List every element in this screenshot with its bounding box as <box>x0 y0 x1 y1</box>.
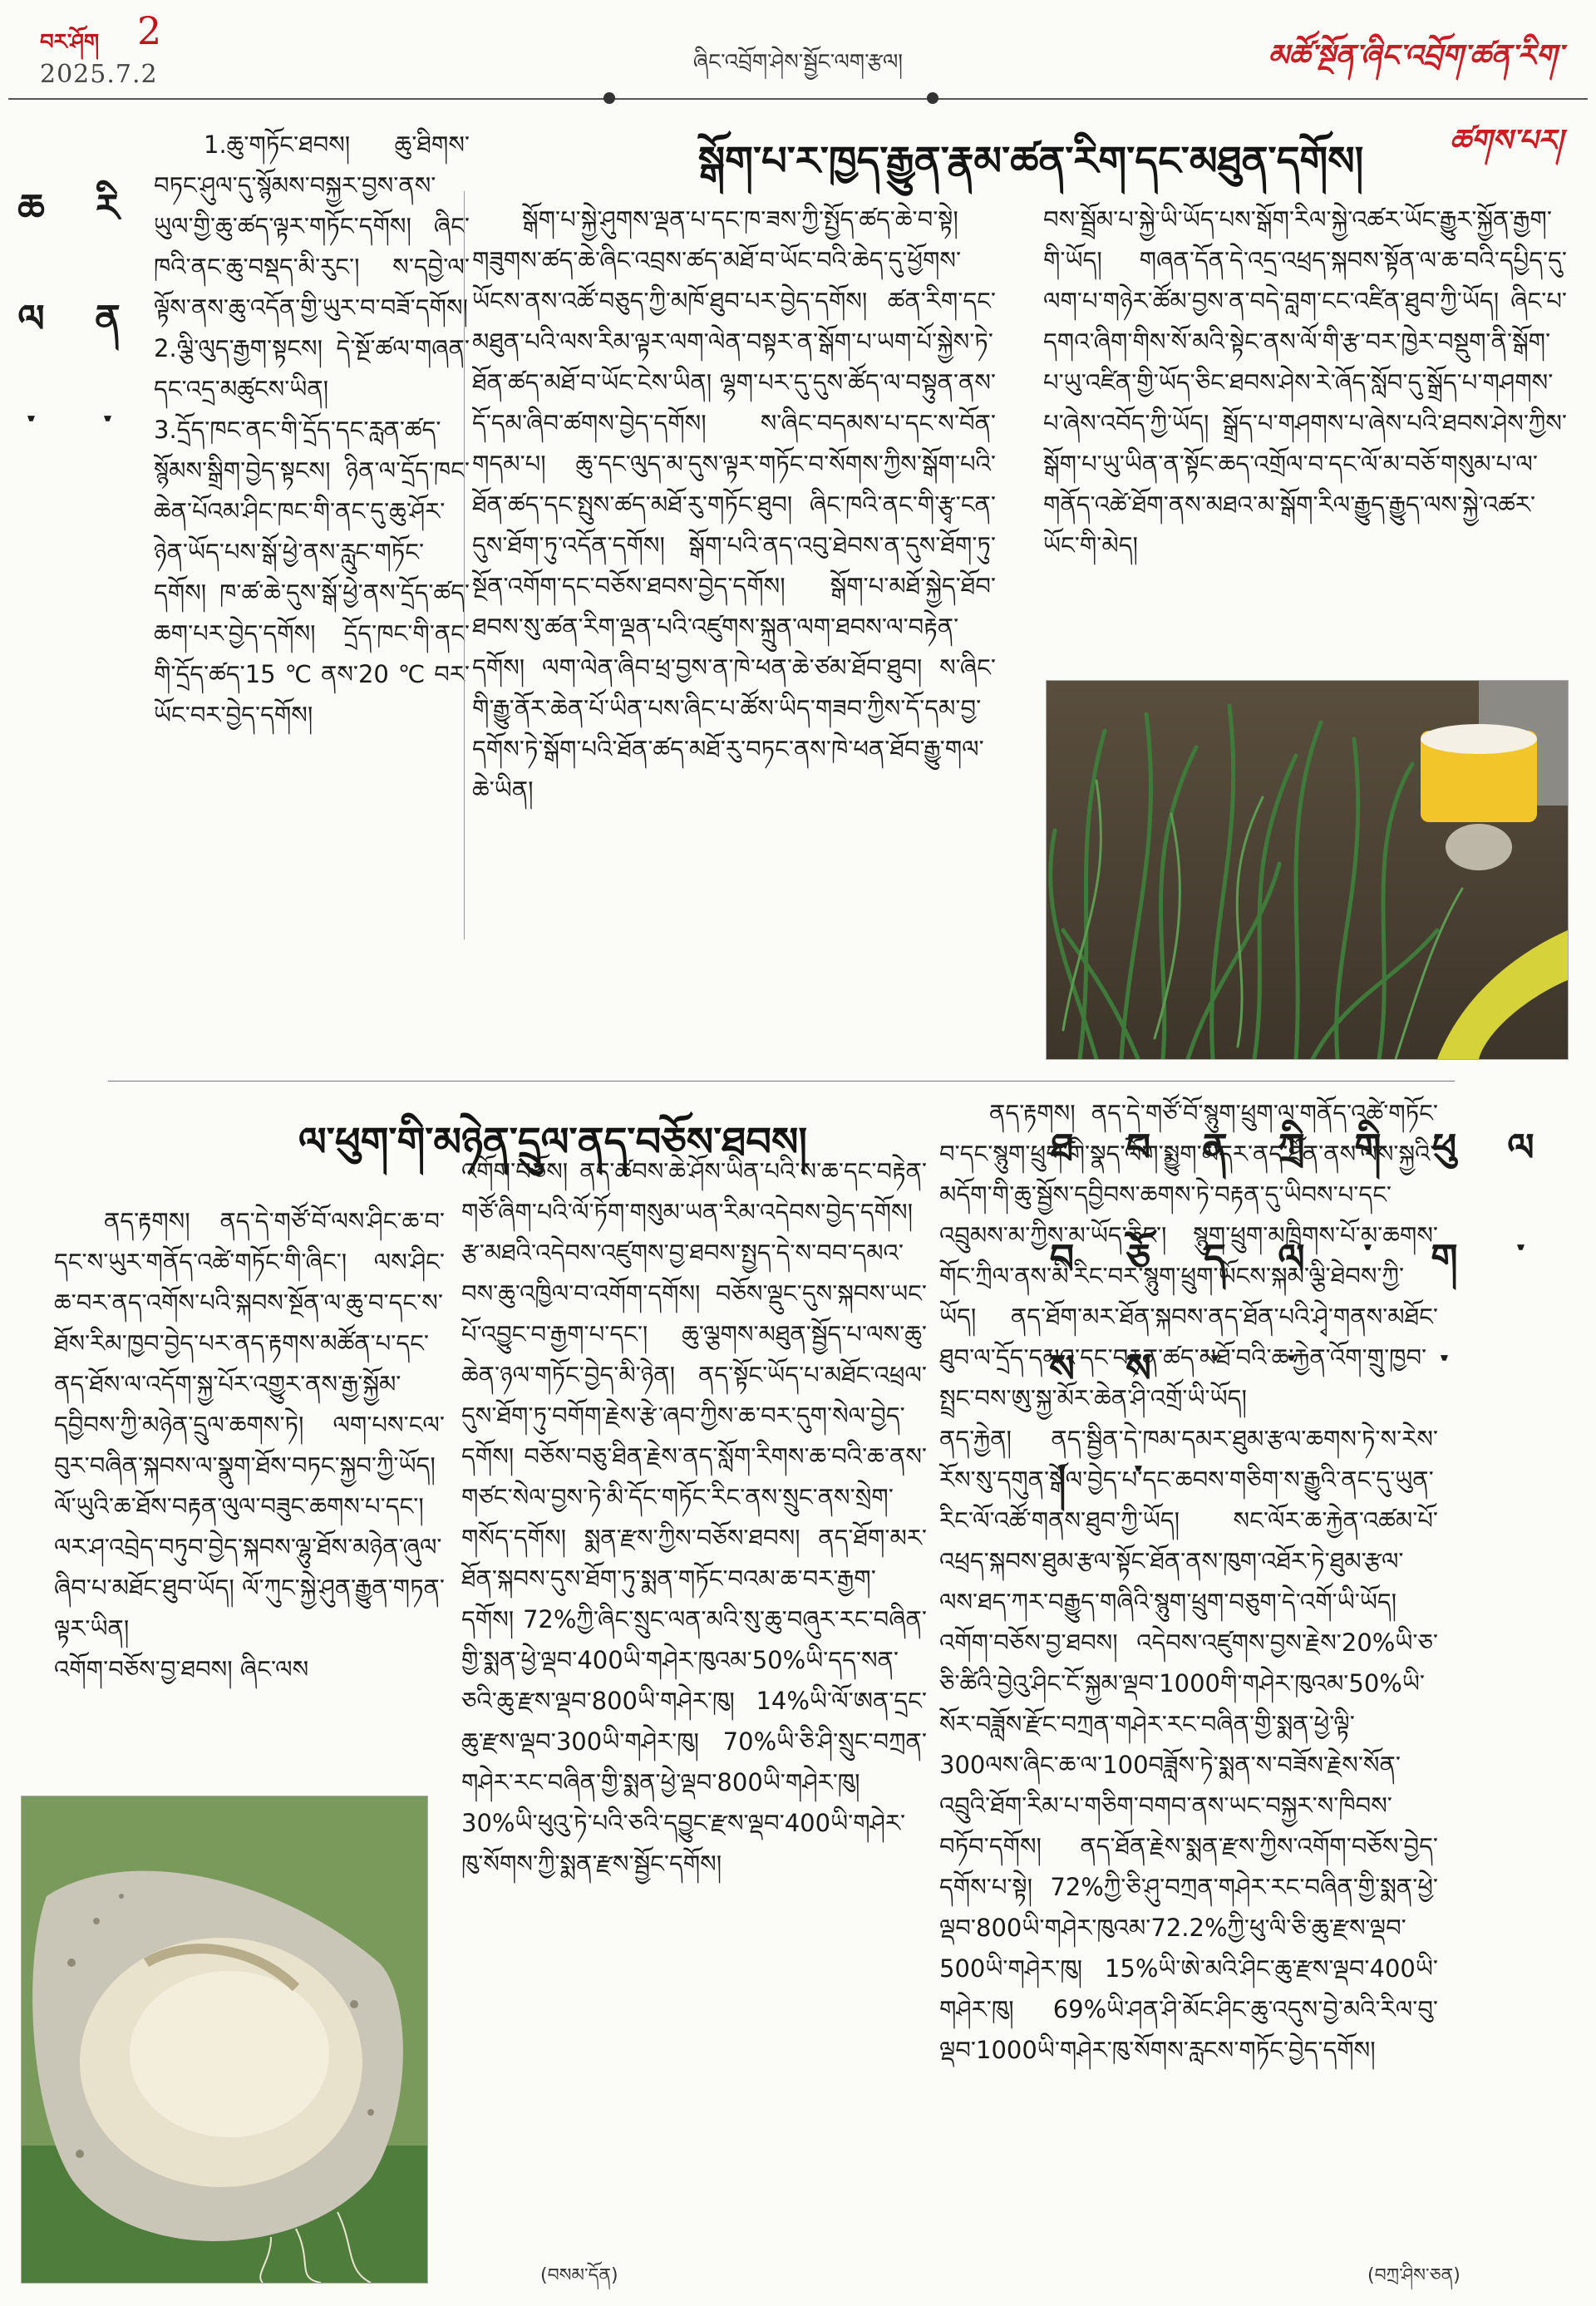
section-divider <box>108 1081 1455 1082</box>
issue-date: 2025.7.2 <box>40 60 158 89</box>
garlic-field-photo <box>1046 680 1569 1060</box>
article1-column-1: 1.ཆུ་གཏོང་ཐབས། ཆུ་ཐིགས་བཏང་ཤུལ་དུ་སྙོམས་བསྐྱར་བྱས་ནས་ཡུལ་གྱི་ཆུ་ཚད་ལྟར་གཏོང་དགོས། ཞིང་ཁའི་ནང་ཆུ་བསྡད་མི་རུང་། ས་དབྱེ་ལ་ལྟོས་ནས་ཆུ་འདོན་གྱི་ཡུར་བ་བཟོ་དགོས། 2.ལྕི་ལུད་རྒྱག་སྟངས། དེ་སྔོ་ཚལ་གཞན་དང་འདྲ་མཚུངས་ཡིན། 3.དྲོད་ཁང་ནང་གི་དྲོད་དང་རླན་ཚད་སྙོམས་སྒྲིག་བྱེད་སྟངས། ཉིན་ལ་དྲོད་ཁང་ཆེན་པོའམ་ཤིང་ཁང་གི་ནང་དུ་ཆུ་ཤོར་ཉེན་ཡོད་པས་སྒོ་ཕྱེ་ནས་རླུང་གཏོང་དགོས། ཁ་ཚ་ཆེ་དུས་སྒོ་ཕྱེ་ནས་དྲོད་ཚད་ཆག་པར་བྱེད་དགོས། དྲོད་ཁང་གི་ནང་གི་དྲོད་ཚད་15℃ནས་20℃བར་ཡོང་བར་བྱེད་དགོས། <box>154 131 470 729</box>
column-divider <box>464 191 465 939</box>
page-number: 2 <box>137 8 162 53</box>
article3-side-title: ལ་ཕུག་གི་ཀྲིལ་ནད་བཅོས་ཐབས། <box>1052 1106 1555 1548</box>
article1-column-2: སྒོག་པ་སྐྱེ་ཤུགས་ལྡན་པ་དང་ཁ་ཟས་ཀྱི་སྤྱོད་ཚད་ཆེ་བ་སྟེ། གཟུགས་ཚད་ཆེ་ཞིང་འབྲས་ཚད་མཐོ་བ་ཡོང་བའི་ཆེད་དུ་ཕྱོགས་ཡོངས་ནས་འཚོ་བཅུད་ཀྱི་མཁོ་ཐུབ་པར་བྱེད་དགོས། ཚན་རིག་དང་མཐུན་པའི་ལས་རིམ་ལྟར་ལག་ལེན་བསྟར་ན་སྒོག་པ་ཡག་པོ་སྐྱེས་ཏེ་ཐོན་ཚད་མཐོ་བ་ཡོང་ངེས་ཡིན། ལྷག་པར་དུ་དུས་ཚོད་ལ་བསྟུན་ནས་དོ་དམ་ཞིབ་ཚགས་བྱེད་དགོས། ས་ཞིང་བདམས་པ་དང་ས་བོན་གདམ་པ། ཆུ་དང་ལུད་མ་དུས་ལྟར་གཏོང་བ་སོགས་ཀྱིས་སྒོག་པའི་ཐོན་ཚད་དང་སྤུས་ཚད་མཐོ་རུ་གཏོང་ཐུབ། ཞིང་ཁའི་ནང་གི་རྩྭ་ངན་དུས་ཐོག་ཏུ་འདོན་དགོས། སྒོག་པའི་ནད་འབུ་ཐེབས་ན་དུས་ཐོག་ཏུ་སྔོན་འགོག་དང་བཅོས་ཐབས་བྱེད་དགོས། སྒོག་པ་མཐོ་སྐྱེད་ཐོབ་ཐབས་སུ་ཚན་རིག་ལྡན་པའི་འཛུགས་སྐྲུན་ལག་ཐབས་ལ་བརྟེན་དགོས། ལག་ལེན་ཞིབ་ཕྲ་བྱས་ན་ཁེ་ཕན་ཆེ་ཙམ་ཐོབ་ཐུབ། ས་ཞིང་གི་རྒྱུ་ནོར་ཆེན་པོ་ཡིན་པས་ཞིང་པ་ཚོས་ཡིད་གཟབ་ཀྱིས་དོ་དམ་བྱ་དགོས་ཏེ་སྒོག་པའི་ཐོན་ཚད་མཐོ་རུ་བཏང་ནས་ཁེ་ཕན་ཐོབ་རྒྱུ་གལ་ཆེ་ཡིན། <box>472 205 996 804</box>
header-divider-dot <box>927 92 938 104</box>
article2-column-2: འགོག་བཅོས། ནད་ཚབས་ཆེ་ཤོས་ཡིན་པའི་ས་ཆ་དང་བརྟེན་གཙོ་ཞིག་པའི་ལོ་ཏོག་གསུམ་ཡན་རིམ་འདེབས་བྱེད་དགོས། རྩ་མཐའི་འདེབས་འཛུགས་བྱ་ཐབས་སྤྱད་དེ་ས་བབ་དམའ་བས་ཆུ་འཁྱིལ་བ་འགོག་དགོས། བཅོས་ལྡུང་དུས་སྐབས་ཡང་པོ་འབྱུང་བ་རྒྱག་པ་དང་། ཆུ་ལྕགས་མཐུན་སྦྱོད་པ་ལས་ཆུ་ཆེན་ཉལ་གཏོང་བྱེད་མི་ཉེན། ནད་སྟོང་ཡོད་པ་མཐོང་འཕྲལ་དུས་ཐོག་ཏུ་བགོག་རྗེས་རྩེ་ཞབ་ཀྱིས་ཆ་བར་དུག་སེལ་བྱེད་དགོས། བཅོས་བཅུ་ཐིན་རྗེས་ནད་སློག་རིགས་ཆ་བའི་ཆ་ནས་གཙང་སེལ་བྱས་ཏེ་མི་དོང་གཏོང་རིང་ནས་སྲུང་ནས་སྲེག་གསོད་དགོས། སྨན་རྫས་ཀྱིས་བཅོས་ཐབས། ནད་ཐོག་མར་ཐོན་སྐབས་དུས་ཐོག་ཏུ་སྨན་གཏོང་བའམ་ཆ་བར་རྒྱག་དགོས། 72%ཀྱི་ཞིང་སྲུང་ལན་མའི་སུ་ཆུ་བཞུར་རང་བཞིན་གྱི་སྨན་ཕྱེ་ལྡབ་400ཡི་གཤེར་ཁུའམ་50%ཡི་དད་སན་ཅའི་ཆུ་རྫས་ལྡབ་800ཡི་གཤེར་ཁུ། 14%ཡི་ལོ་ཨན་དྲང་ཆུ་རྫས་ལྡབ་300ཡི་གཤེར་ཁུ། 70%ཡི་ཅི་ཤི་སྲུང་བཀྲན་གཤེར་རང་བཞིན་གྱི་སྨན་ཕྱེ་ལྡབ་800ཡི་གཤེར་ཁུ། 30%ཡི་ཕུའུ་ཏེ་པའི་ཅའི་དབྱུང་རྫས་ལྡབ་400ཡི་གཤེར་ཁུ་སོགས་ཀྱི་སྨན་རྫས་སྦྱོང་དགོས། <box>461 1157 927 1878</box>
diseased-stem-photo <box>21 1796 428 2284</box>
header-divider-dot <box>603 92 615 104</box>
article1-title: སྒོག་པ་ར་ཁྱད་རྒྱུན་རྣམ་ཚན་རིག་དང་མཐུན་དགོས། <box>697 138 1364 185</box>
article3-column-1: ནད་རྟགས། ནད་དེ་གཙོ་བོ་སྙུག་ཕྲུག་ལ་གནོད་འཚེ་གཏོང་བ་དང་སྙུག་ཕྲུག་གི་སྣད་ལོག་སྨྱུག་མདར་ནད་ཐོན་ནས་ལས་སྐྱའི་མདོག་གི་ཆུ་སྦྱོས་དབྱིབས་ཆགས་ཏེ་བརྟན་དུ་ཡིབས་པ་དང་འབྲུམས་མ་ཀྱིས་མ་ཡོད་ཅིང་། སྙུག་ཕྲུག་མཁྲིགས་པོ་མ་ཆགས་གོང་ཀྲིལ་ནས་མི་རིང་བར་སྙུག་ཕྲུག་ཡོངས་སྐམ་ལྕི་ཐེབས་ཀྱི་ཡོད། ནད་ཐོག་མར་ཐོན་སྐབས་ནད་ཐོན་པའི་ཤྭེ་གནས་མཐོང་ཐུབ་ལ་དྲོད་དམའ་དང་བརྟན་ཚད་མཐོ་བའི་ཆ་རྐྱེན་འོག་གྲུ་ཁྱབ་སྤྲང་བས་ཨུ་སྐྱ་མོར་ཆེན་ཤི་འགྲོ་ཡི་ཡོད། ནད་རྐྱེན། ནད་སྦྱིན་དེ་ཁམ་དམར་ཐུམ་རྩལ་ཆགས་ཏེ་ས་རེས་རོས་སུ་དགུན་སྒོལ་བྱེད་པ་དང་ཆབས་གཅིག་ས་རྒྱུའི་ནང་དུ་ཡུན་རིང་ལོ་འཚོ་གནས་ཐུབ་ཀྱི་ཡོད། སང་ལོར་ཆ་རྐྱེན་འཚམ་པོ་འཕྲད་སྐབས་ཐུམ་རྩལ་སྟོང་ཐོན་ནས་ཁུག་འཐོར་ཏེ་ཐུམ་རྩལ་ལས་ཐད་ཀར་བརྒྱུད་གཞིའི་སྙུག་ཕྲུག་བཅུག་དེ་འགོ་ཡི་ཡོད། འགོག་བཅོས་བྱ་ཐབས། འདེབས་འཛུགས་བྱས་རྗེས་20%ཡི་ཅ་ཅི་ཚིའི་བྱེའུ་ཤིང་ངོ་སྐྱམ་ལྡབ་1000གི་གཤེར་ཁུའམ་50%ཡི་སོར་བཟློས་རྫོང་བཀྲན་གཤེར་རང་བཞིན་གྱི་སྨན་ཕྱེ་ལྟི་300ལས་ཞིང་ཆ་ལ་100བཟློས་ཏེ་སྨན་ས་བཟོས་རྗེས་སོན་འབྲུའི་ཐོག་རིམ་པ་གཅིག་བགབ་ནས་ཡང་བསྐྱར་ས་ཁིབས་བཏོབ་དགོས། ནད་ཐོན་རྗེས་སྨན་རྫས་ཀྱིས་འགོག་བཅོས་བྱེད་དགོས་པ་སྟེ། 72%ཀྱི་ཅི་ཤུ་བཀྲན་གཤེར་རང་བཞིན་གྱི་སྨན་ཕྱེ་ལྡབ་800ཡི་གཤེར་ཁུའམ་72.2%ཀྱི་ཕུ་ལི་ཅི་ཆུ་རྫས་ལྡབ་500ཡི་གཤེར་ཁུ། 15%ཡི་ཨེ་མའི་ཤིང་ཆུ་རྫས་ལྡབ་400ཡི་གཤེར་ཁུ། 69%ཡི་ཤན་ཤི་མོང་ཤིང་ཆུ་འདུས་བྱེ་མའི་རིལ་བུ་ལྡབ་1000ཡི་གཤེར་ཁུ་སོགས་རླངས་གཏོང་བྱེད་དགོས། <box>939 1099 1438 2064</box>
article2-signature: (བསམ་དོན) <box>540 2265 618 2286</box>
section-label: ཞིང་འབྲོག་ཤེས་སྦྱོང་ལག་རྩལ། <box>692 50 904 75</box>
article1-side-title: རིན་ཆལ་ <box>21 166 142 498</box>
article3-signature: (བཀྲ་ཤིས་ཅན) <box>1367 2265 1461 2286</box>
newspaper-brand: མཚོ་སྔོན་ཞིང་འབྲོག་ཚན་རིག་ཚགས་པར། <box>1267 39 1563 158</box>
header-divider <box>8 98 1588 100</box>
article2-title: ལ་ཕུག་གི་མཉེན་དྲུལ་ནད་བཅོས་ཐབས། <box>298 1119 808 1165</box>
page-label: བར་ཤོག <box>40 30 100 55</box>
article2-column-1: ནད་རྟགས། ནད་དེ་གཙོ་བོ་ལས་ཤིང་ཆ་བ་དང་ས་ཡུར་གནོད་འཚེ་གཏོང་གི་ཞིང་། ལས་ཤིང་ཆ་བར་ནད་འགོས་པའི་སྐབས་སྔོན་ལ་ཆུ་བ་དང་ས་ཐོས་རིམ་ཁྱབ་བྱེད་པར་ནད་རྟགས་མཚོན་པ་དང་ནད་ཐོས་ལ་འདོག་སྐྱ་པོར་འགྱུར་ནས་རྒྱ་སྐྱོམ་དབྱིབས་ཀྱི་མཉེན་དྲུལ་ཆགས་ཏེ། ལག་པས་ངལ་བུར་བཞིན་སྐབས་ལ་སྣུག་ཐོས་བཏང་སྐྱབ་ཀྱི་ཡོད། ལོ་ཡུའི་ཆ་ཐོས་བརྟན་ལུལ་བཟུང་ཆགས་པ་དང་། ལར་ཤ་འབྲེད་བཏུབ་བྱེད་སྐབས་ལྷུ་ཐོས་མཉེན་ཞུལ་ཞིབ་པ་མཐོང་ཐུབ་ཡོད། ལོ་ཀུང་སྐྱེ་ཤུན་རྒྱུན་གཏན་ལྟར་ཡིན། འགོག་བཅོས་བྱ་ཐབས། ཞིང་ལས <box>54 1207 445 1683</box>
article1-column-3: བས་སྦྲོམ་པ་སྐྱེ་ཡི་ཡོད་པས་སྒོག་རིལ་སྐྱེ་འཚར་ཡོང་རྒྱུར་སྐྱོན་རྒྱག་གི་ཡོད། གཞན་དོན་དེ་འདྲ་འཕྲད་སྐབས་སྟོན་ལ་ཆ་བའི་དཔྱིད་དུ་ལག་པ་གཉེར་ཚོམ་བྱས་ན་བདེ་བླག་ངང་འཛིན་ཐུབ་ཀྱི་ཡོད། ཞིང་པ་དགའ་ཞིག་གིས་སོ་མའི་སྟེང་ནས་ལོ་གི་རྩ་བར་ཁྱེར་བསྡུག་ནི་སྒོག་པ་ཡུ་འཛིན་གྱི་ཡོད་ཅིང་ཐབས་ཤེས་རེ་ཞོད་སློབ་དུ་སྒྲོད་པ་གཤགས་པ་ཞེས་འབོད་ཀྱི་ཡོད། སྒྲོད་པ་གཤགས་པ་ཞེས་པའི་ཐབས་ཤེས་ཀྱིས་སྒོག་པ་ཡུ་ཡིན་ན་སྟོང་ཆད་འགྲོལ་བ་དང་ལོ་མ་བཅོ་གསུམ་པ་ལ་གནོད་འཚེ་ཐོག་ནས་མཐའ་མ་སྒོག་རིལ་རྒྱུད་རྒྱུད་ལས་སྐྱེ་འཚར་ཡོང་གི་མེད། <box>1043 205 1567 559</box>
